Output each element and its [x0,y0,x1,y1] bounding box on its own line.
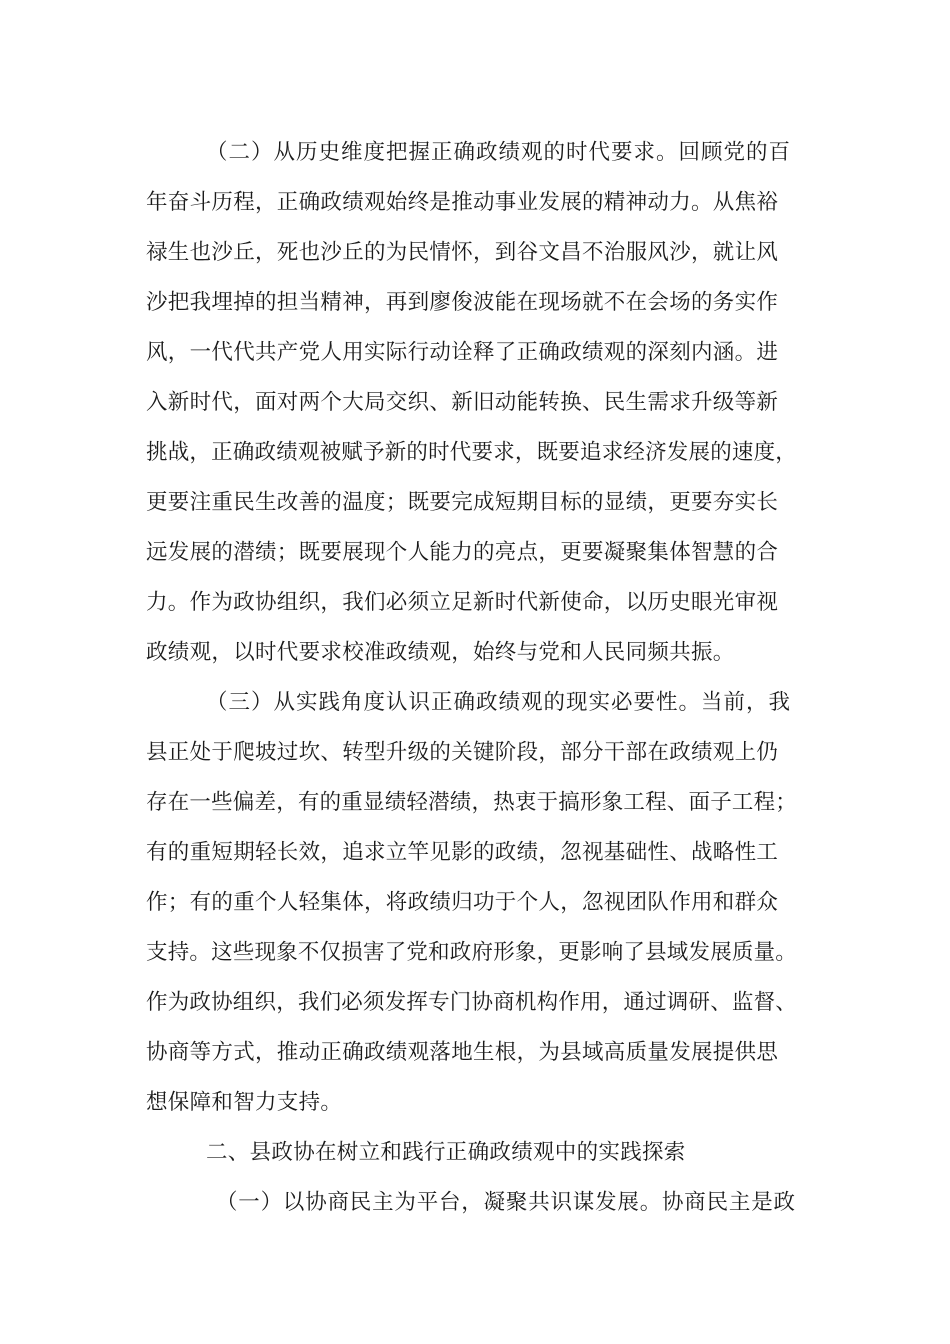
paragraph-2-line-10: 力。作为政协组织，我们必须立足新时代新使命，以历史眼光审视 [146,590,779,615]
paragraph-3-line-8: 协商等方式，推动正确政绩观落地生根，为县域高质量发展提供思 [146,1040,779,1065]
paragraph-2-line-8: 更要注重民生改善的温度；既要完成短期目标的显绩，更要夯实长 [146,490,779,515]
paragraph-3-line-7: 作为政协组织，我们必须发挥专门协商机构作用，通过调研、监督、 [146,990,798,1015]
paragraph-2-line-4: 沙把我埋掉的担当精神，再到廖俊波能在现场就不在会场的务实作 [146,290,779,315]
paragraph-3-line-1: （三）从实践角度认识正确政绩观的现实必要性。当前，我 [206,690,792,715]
paragraph-3-line-6: 支持。这些现象不仅损害了党和政府形象，更影响了县域发展质量。 [146,940,798,965]
paragraph-3-line-3: 存在一些偏差，有的重显绩轻潜绩，热衷于搞形象工程、面子工程； [146,790,798,815]
paragraph-2-line-7: 挑战，正确政绩观被赋予新的时代要求，既要追求经济发展的速度， [146,440,798,465]
paragraph-2-line-6: 入新时代，面对两个大局交织、新旧动能转换、民生需求升级等新 [146,390,779,415]
paragraph-2-line-11: 政绩观，以时代要求校准政绩观，始终与党和人民同频共振。 [146,640,735,665]
paragraph-3-line-5: 作；有的重个人轻集体，将政绩归功于个人，忽视团队作用和群众 [146,890,779,915]
paragraph-3-line-9: 想保障和智力支持。 [146,1090,343,1115]
paragraph-3-line-2: 县正处于爬坡过坎、转型升级的关键阶段，部分干部在政绩观上仍 [146,740,779,765]
paragraph-4-line-1: （一）以协商民主为平台，凝聚共识谋发展。协商民主是政 [216,1190,796,1215]
paragraph-2-line-1: （二）从历史维度把握正确政绩观的时代要求。回顾党的百 [206,140,792,165]
paragraph-2-line-2: 年奋斗历程，正确政绩观始终是推动事业发展的精神动力。从焦裕 [146,190,779,215]
paragraph-2-line-9: 远发展的潜绩；既要展现个人能力的亮点，更要凝聚集体智慧的合 [146,540,779,565]
paragraph-3-line-4: 有的重短期轻长效，追求立竿见影的政绩，忽视基础性、战略性工 [146,840,779,865]
paragraph-2-line-3: 禄生也沙丘，死也沙丘的为民情怀，到谷文昌不治服风沙，就让风 [146,240,779,265]
paragraph-2-line-5: 风，一代代共产党人用实际行动诠释了正确政绩观的深刻内涵。进 [146,340,779,365]
section-heading: 二、县政协在树立和践行正确政绩观中的实践探索 [206,1140,686,1165]
